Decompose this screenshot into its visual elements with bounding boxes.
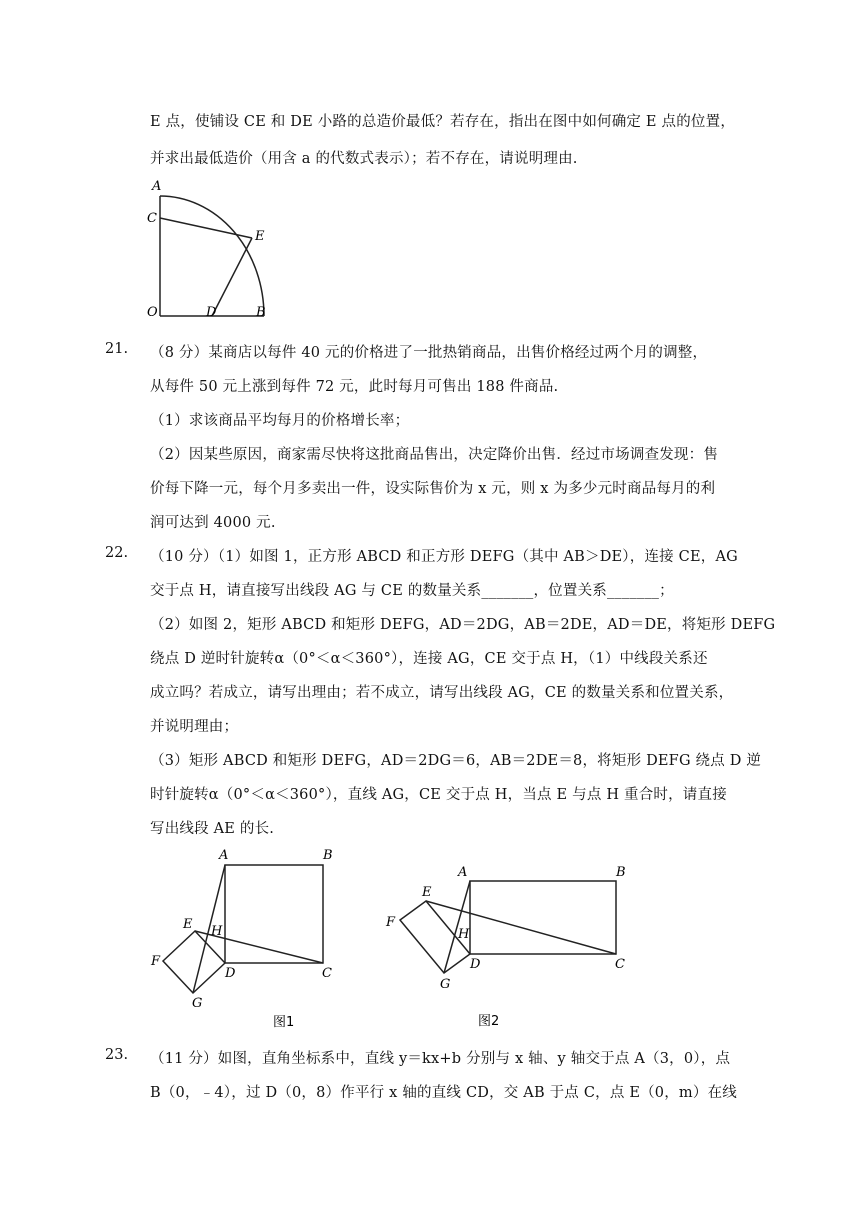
label-G: G — [192, 996, 203, 1011]
label-E: E — [183, 917, 193, 932]
label-D: D — [470, 957, 481, 972]
q22-part-3-line-2: 时针旋转α（0°＜α＜360°），直线 AG，CE 交于点 H，当点 E 与点 H 重合时，请直接 — [150, 787, 727, 803]
label-C: C — [147, 211, 157, 226]
label-B: B — [256, 305, 266, 320]
q20-text-line-1: E 点，使铺设 CE 和 DE 小路的总造价最低？若存在，指出在图中如何确定 E 点的位置， — [150, 114, 736, 130]
label-F: F — [151, 954, 161, 969]
label-C: C — [322, 966, 332, 981]
q22-part-2-line-4: 并说明理由； — [150, 719, 239, 735]
label-D: D — [206, 305, 217, 320]
label-C: C — [615, 957, 625, 972]
q21-part-2-line-1: （2）因某些原因，商家需尽快将这批商品售出，决定降价出售．经过市场调查发现：售 — [150, 447, 719, 463]
label-A: A — [219, 848, 229, 863]
figure-1-caption: 图1 — [273, 1015, 295, 1030]
label-A: A — [152, 179, 162, 194]
label-E: E — [255, 229, 265, 244]
label-O: O — [147, 305, 158, 320]
q22-part-3-line-3: 写出线段 AE 的长. — [150, 821, 275, 837]
label-B: B — [323, 848, 333, 863]
q22-part-2-line-2: 绕点 D 逆时针旋转α（0°＜α＜360°），连接 AG，CE 交于点 H，（1）中线段关系还 — [150, 651, 708, 667]
q20-text-line-2: 并求出最低造价（用含 a 的代数式表示）；若不存在，请说明理由. — [150, 151, 578, 167]
q21-part-2-line-2: 价每下降一元，每个月多卖出一件，设实际售价为 x 元，则 x 为多少元时商品每月的利 — [150, 481, 716, 497]
label-A: A — [458, 865, 468, 880]
label-E: E — [422, 885, 432, 900]
figure-2-caption: 图2 — [478, 1014, 500, 1029]
q22-number: 22. — [105, 545, 129, 561]
label-H: H — [211, 924, 223, 939]
q23-number: 23. — [105, 1047, 129, 1063]
q21-part-1: （1）求该商品平均每月的价格增长率； — [150, 413, 410, 429]
label-F: F — [386, 915, 396, 930]
label-D: D — [225, 966, 236, 981]
q20-figure — [140, 176, 275, 321]
q22-part-2-line-3: 成立吗？若成立，请写出理由；若不成立，请写出线段 AG，CE 的数量关系和位置关系， — [150, 685, 734, 701]
q22-part-3-line-1: （3）矩形 ABCD 和矩形 DEFG，AD＝2DG＝6，AB＝2DE＝8，将矩形 DEFG 绕点 D 逆 — [150, 753, 762, 769]
label-B: B — [616, 865, 626, 880]
q22-text-line-2: 交于点 H，请直接写出线段 AG 与 CE 的数量关系_______，位置关系_______； — [150, 583, 674, 599]
q21-text-line-2: 从每件 50 元上涨到每件 72 元，此时每月可售出 188 件商品. — [150, 379, 559, 395]
q22-part-2-line-1: （2）如图 2，矩形 ABCD 和矩形 DEFG，AD＝2DG，AB＝2DE，AD＝DE，将矩形 DEFG — [150, 617, 776, 633]
q21-text-line-1: （8 分）某商店以每件 40 元的价格进了一批热销商品，出售价格经过两个月的调整， — [150, 345, 708, 361]
q23-text-line-2: B（0，﹣4），过 D（0，8）作平行 x 轴的直线 CD，交 AB 于点 C，点 E（0，m）在线 — [150, 1085, 737, 1101]
label-H: H — [458, 927, 470, 942]
q22-figure-2 — [378, 858, 638, 1033]
q22-text-line-1: （10 分）（1）如图 1，正方形 ABCD 和正方形 DEFG（其中 AB＞DE），连接 CE，AG — [150, 549, 738, 565]
label-G: G — [440, 977, 451, 992]
q23-text-line-1: （11 分）如图，直角坐标系中，直线 y＝kx+b 分别与 x 轴、y 轴交于点 A（3，0），点 — [150, 1051, 731, 1067]
q21-number: 21. — [105, 341, 129, 357]
q22-figure-1 — [145, 843, 355, 1033]
q21-part-2-line-3: 润可达到 4000 元. — [150, 515, 276, 531]
